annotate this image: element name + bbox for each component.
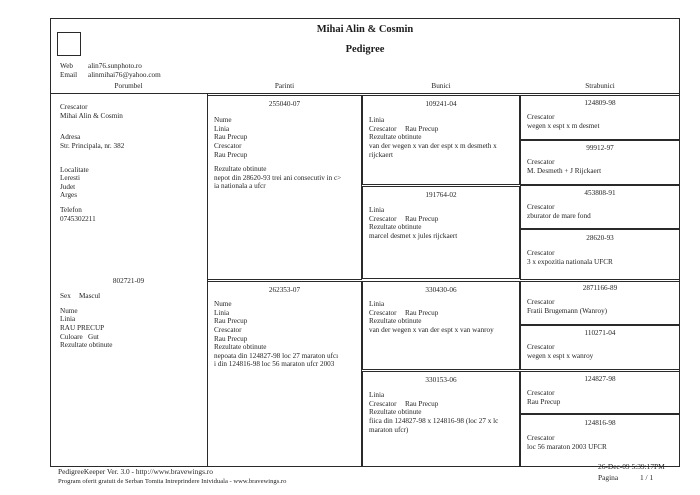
parent-line: Linia	[214, 308, 230, 317]
owner-crescator-label: Crescator	[60, 103, 88, 111]
grandparent-results-label: Rezultate obtinute	[369, 133, 422, 142]
great-grandparent-value: wegen x espt x m desmet	[527, 121, 600, 130]
great-grandparent-crescator-label: Crescator	[527, 249, 555, 257]
footer-page-value: 1 / 1	[640, 473, 654, 482]
great-grandparent-ring: 124816-98	[584, 419, 616, 427]
grandparent-results-label: Rezultate obtinute	[369, 223, 422, 232]
owner-adresa-label: Adresa	[60, 133, 81, 142]
grandparent-crescator-label: Crescator	[369, 214, 397, 223]
great-grandparent-crescator-label: Crescator	[527, 389, 555, 397]
parent-line: Rau Precup	[214, 334, 248, 343]
owner-crescator-value: Mihai Alin & Cosmin	[60, 111, 123, 120]
great-grandparent-card	[520, 414, 680, 467]
parent-line: Crescator	[214, 325, 242, 334]
owner-adresa-value: Str. Principala, nr. 382	[60, 141, 125, 150]
grandparent-crescator-value: Rau Precup	[405, 124, 439, 133]
grandparent-linia-label: Linia	[369, 300, 385, 308]
great-grandparent-card	[520, 140, 680, 185]
grandparent-results-label: Rezultate obtinute	[369, 408, 422, 417]
parent-line: Nume	[214, 300, 232, 308]
bird-sex-label: Sex	[60, 292, 71, 300]
parent-result-line: i din 124816-98 loc 56 maraton ufcr 2003	[214, 360, 335, 369]
owner-localitate-value: Leresti	[60, 174, 80, 183]
parent-line: Crescator	[214, 141, 242, 150]
parent-results-label: Rezultate obtinute	[214, 165, 267, 174]
grandparent-crescator-label: Crescator	[369, 124, 397, 133]
bird-nume-label: Nume	[60, 306, 78, 315]
great-grandparent-ring: 453808-91	[584, 189, 616, 197]
grandparent-linia-label: Linia	[369, 116, 385, 124]
grandparent-linia-label: Linia	[369, 206, 385, 214]
footer-date: 26-Dec-09 5:39:17PM	[598, 462, 665, 471]
great-grandparent-card	[520, 371, 680, 414]
contact-block	[60, 62, 161, 79]
great-grandparent-crescator-label: Crescator	[527, 203, 555, 211]
grandparent-result-line: van der wegen x van der espt x van wanroy	[369, 325, 494, 334]
parent-line: Rau Precup	[214, 150, 248, 159]
header	[50, 24, 680, 56]
great-grandparent-ring: 124809-98	[584, 99, 616, 107]
footer-page	[598, 474, 653, 483]
great-grandparent-crescator-label: Crescator	[527, 298, 555, 306]
parent-line: Rau Precup	[214, 317, 248, 326]
grandparent-ring: 330153-06	[425, 376, 457, 384]
parent-ring: 262353-07	[268, 286, 301, 294]
footer-program: Program oferit gratuit de Serban Tomita Intreprindere Inividuala - www.bravewings.ro	[58, 478, 287, 485]
grandparent-ring: 191764-02	[425, 191, 457, 199]
grandparent-card	[362, 186, 520, 279]
bird-name: RAU PRECUP	[60, 323, 105, 332]
great-grandparent-card	[520, 229, 680, 280]
owner-judet-value: Arges	[60, 191, 78, 200]
parent-ring: 255040-07	[268, 100, 301, 108]
grandparent-result-line: fiica din 124827-98 x 124816-98 (loc 27 x lc	[369, 416, 499, 425]
grandparent-results-label: Rezultate obtinute	[369, 317, 422, 326]
grandparent-crescator-value: Rau Precup	[405, 214, 439, 223]
great-grandparent-value: zburator de mare fond	[527, 211, 591, 220]
great-grandparent-value: 3 x expozitia nationala UFCR	[527, 257, 613, 266]
parent-line: Rau Precup	[214, 133, 248, 142]
bird-culoare-value: Gut	[88, 332, 99, 341]
parent-results-label: Rezultate obtinute	[214, 343, 267, 352]
grandparent-result-line: maraton ufcr)	[369, 425, 409, 434]
grandparent-result-line: van der wegen x van der espt x m desmeth x	[369, 141, 497, 150]
grandparent-crescator-label: Crescator	[369, 308, 397, 317]
great-grandparent-value: M. Desmeth + J Rijckaert	[527, 166, 602, 175]
footer-software: PedigreeKeeper Ver. 3.0 - http://www.bravewings.ro	[58, 467, 213, 476]
header-divider	[50, 93, 680, 94]
owner-telefon-label: Telefon	[60, 206, 82, 215]
great-grandparent-ring: 28620-93	[586, 234, 614, 242]
photo-placeholder	[57, 32, 81, 56]
column-header-porumbel: Porumbel	[114, 82, 143, 90]
grandparent-ring: 109241-04	[425, 100, 457, 108]
grandparent-crescator-value: Rau Precup	[405, 308, 439, 317]
great-grandparent-card	[520, 325, 680, 370]
bird-culoare-label: Culoare	[60, 332, 83, 341]
bird-ring: 802721-09	[112, 277, 145, 285]
bird-sex-value: Mascul	[79, 292, 101, 300]
great-grandparent-ring: 110271-04	[584, 329, 616, 337]
great-grandparent-crescator-label: Crescator	[527, 343, 555, 351]
grandparent-result-line: marcel desmet x jules rijckaert	[369, 231, 458, 240]
great-grandparent-crescator-label: Crescator	[527, 434, 555, 442]
grandparent-linia-label: Linia	[369, 391, 385, 399]
grandparent-ring: 330430-06	[425, 286, 457, 294]
great-grandparent-ring: 124827-98	[584, 375, 616, 383]
great-grandparent-value: wegen x espt x wanroy	[527, 351, 594, 360]
bird-block	[60, 292, 202, 350]
bird-rezultate-label: Rezultate obtinute	[60, 341, 113, 350]
grandparent-crescator-label: Crescator	[369, 399, 397, 408]
great-grandparent-ring: 2871166-89	[582, 284, 618, 292]
great-grandparent-value: loc 56 maraton 2003 UFCR	[527, 442, 607, 451]
parent-card	[207, 95, 362, 280]
grandparent-crescator-value: Rau Precup	[405, 399, 439, 408]
great-grandparent-card	[520, 185, 680, 229]
web-link[interactable]: alin76.sunphoto.ro	[88, 62, 142, 70]
parent-result-line: nepoata din 124827-98 loc 27 maraton ufcı	[214, 351, 339, 360]
parent-result-line: nepot din 28620-93 trei ani consecutiv in c>	[214, 173, 342, 182]
great-grandparent-ring: 99912-97	[586, 144, 614, 152]
bird-linia-label: Linia	[60, 315, 76, 324]
great-grandparent-card	[520, 281, 680, 325]
email-link[interactable]: alinmihai76@yahoo.com	[88, 70, 161, 79]
great-grandparent-value: Rau Precup	[527, 397, 561, 406]
great-grandparent-card	[520, 95, 680, 140]
owner-localitate-label: Localitate	[60, 165, 89, 174]
great-grandparent-value: Fratii Brugemann (Wanroy)	[527, 306, 608, 315]
footer-page-label: Pagina	[598, 473, 619, 482]
grandparent-card	[362, 281, 520, 370]
grandparent-card	[362, 95, 520, 185]
email-label: Email	[60, 70, 78, 79]
grandparent-card	[362, 371, 520, 467]
owner-telefon-value: 0745302211	[60, 214, 96, 223]
page-title: Mihai Alin & Cosmin	[316, 24, 414, 35]
column-header-strabunici: Strabunici	[585, 82, 615, 90]
page-subtitle: Pedigree	[345, 43, 385, 55]
parent-line: Linia	[214, 124, 230, 133]
web-label: Web	[60, 62, 73, 70]
great-grandparent-crescator-label: Crescator	[527, 113, 555, 121]
owner-judet-label: Judet	[60, 182, 76, 191]
parent-line: Nume	[214, 116, 232, 124]
grandparent-result-line: rijckaert	[369, 150, 393, 159]
column-header-bunici: Bunici	[431, 82, 451, 90]
great-grandparent-crescator-label: Crescator	[527, 158, 555, 166]
parent-result-line: ia nationala a ufcr	[214, 182, 266, 191]
parent-card	[207, 281, 362, 467]
column-header-parinti: Parinti	[274, 82, 295, 90]
owner-block	[60, 103, 202, 223]
